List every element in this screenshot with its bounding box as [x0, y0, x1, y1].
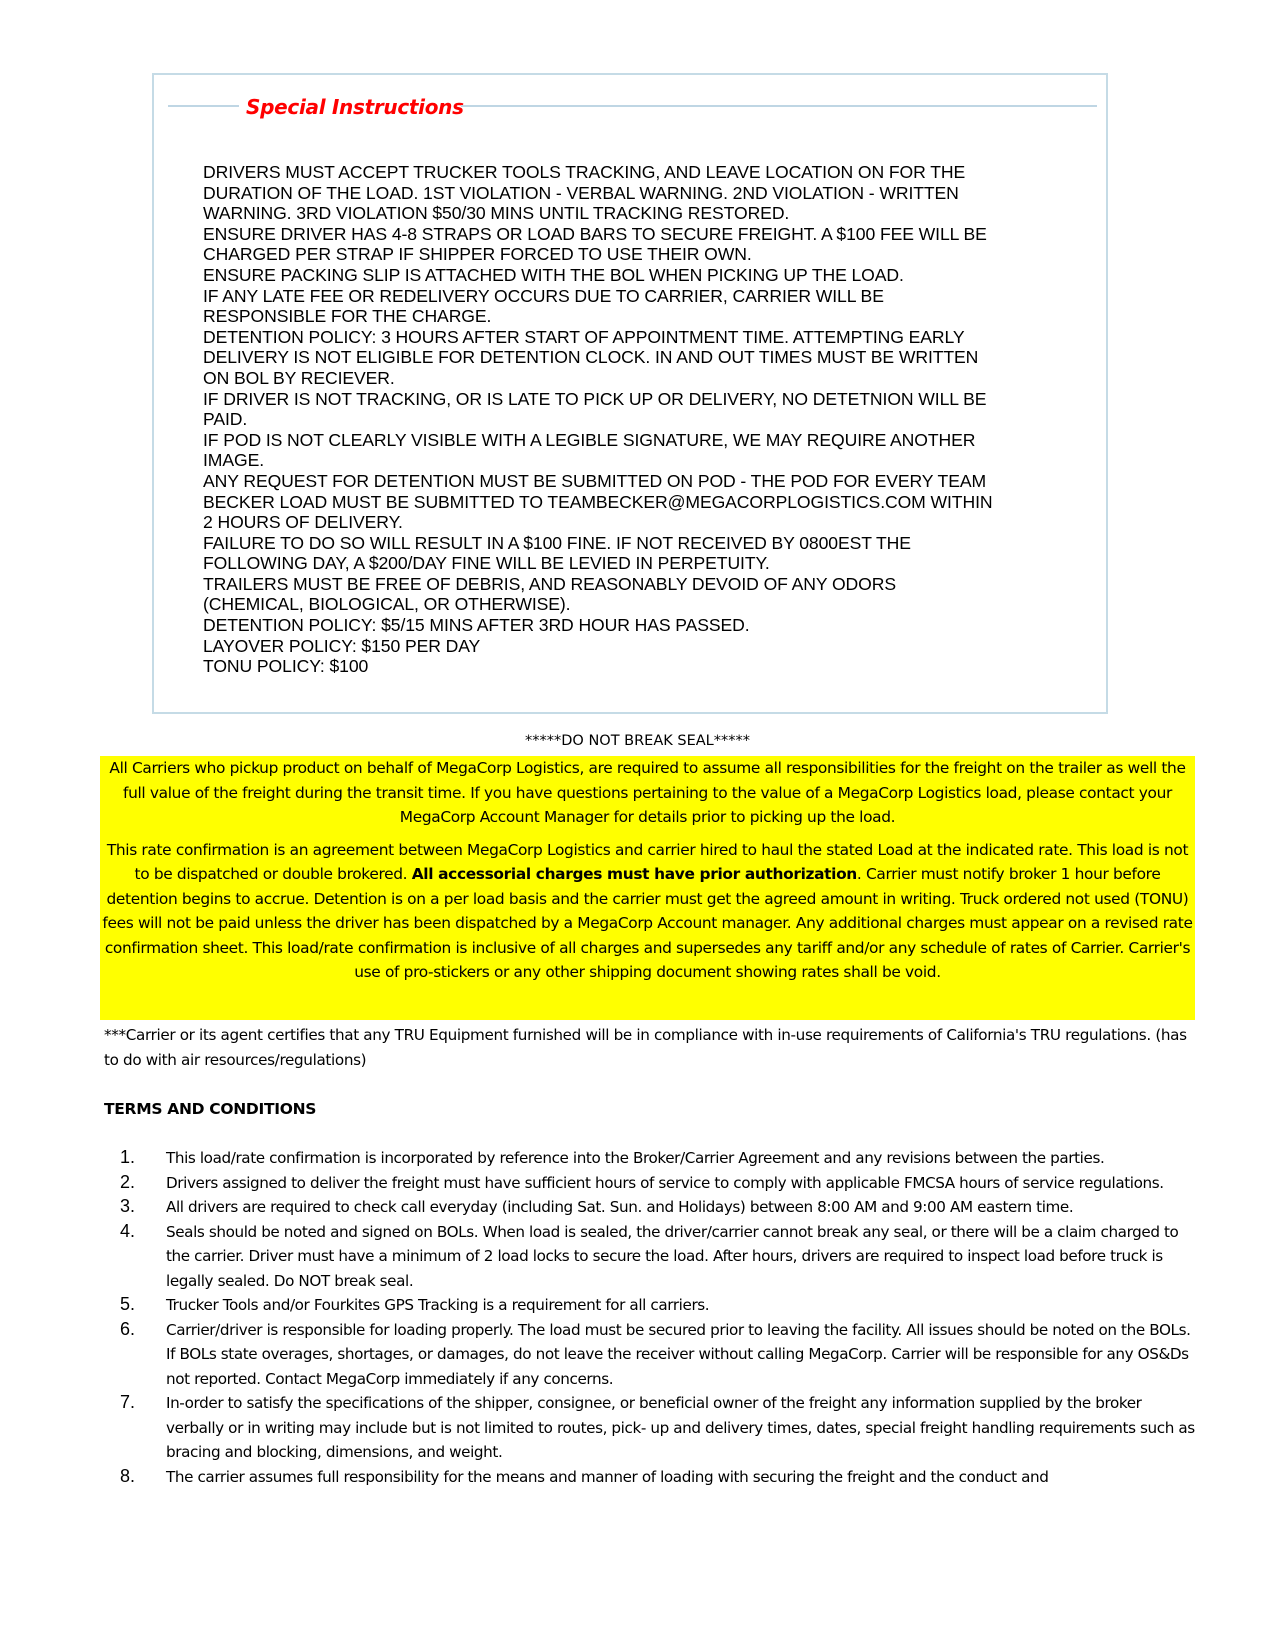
instruction-line: IF ANY LATE FEE OR REDELIVERY OCCURS DUE TO CARRIER, CARRIER WILL BE	[203, 285, 884, 306]
title-rule-left	[168, 105, 239, 107]
instruction-line: IMAGE.	[203, 450, 264, 471]
terms-heading: TERMS AND CONDITIONS	[104, 1100, 317, 1118]
terms-item-text: Seals should be noted and signed on BOLs. When load is sealed, the driver/carrier cannot break any seal, or there will be a claim charged to the carrier. Driver must have a minimum of 2 load locks to secure the load. After hours, drivers are required to inspect load before truck is legally sealed. Do NOT break seal.	[166, 1222, 1179, 1290]
terms-item-number: 3.	[120, 1196, 136, 1216]
instruction-line: FOLLOWING DAY, A $200/DAY FINE WILL BE LEVIED IN PERPETUITY.	[203, 553, 770, 574]
instruction-line: RESPONSIBLE FOR THE CHARGE.	[203, 306, 492, 327]
terms-item	[120, 1171, 1200, 1196]
rate-confirmation-text-start: This rate confirmation is an agreement between MegaCorp Logistics and carrier hired to haul the stated Load at the indicated rate. This load is not to be dispatched or double brokered.	[106, 840, 1189, 883]
carrier-responsibility-notice	[100, 756, 1195, 1020]
special-instructions-title: Special Instructions	[246, 95, 464, 119]
terms-item-text: Carrier/driver is responsible for loading properly. The load must be secured prior to leaving the facility. All issues should be noted on the BOLs. If BOLs state overages, shortages, or damages, do not leave the receiver without calling MegaCorp. Carrier will be responsible for any OS&Ds not reported. Contact MegaCorp immediately if any concerns.	[166, 1320, 1191, 1388]
terms-item-number: 8.	[120, 1465, 136, 1486]
rate-confirmation-paragraph	[100, 838, 1195, 985]
terms-item-text: In-order to satisfy the specifications of the shipper, consignee, or beneficial owner of the freight any information supplied by the broker verbally or in writing may include but is not limited to routes, pick- up and delivery times, dates, special freight handling requirements such as bracing and blocking, dimensions, and weight.	[166, 1394, 1195, 1461]
terms-item	[120, 1146, 1200, 1171]
tru-certification: ***Carrier or its agent certifies that any TRU Equipment furnished will be in compliance with in-use requirements of California's TRU regulations. (has to do with air resources/regulations)	[104, 1026, 1187, 1069]
terms-item-number: 7.	[120, 1392, 136, 1412]
instruction-line: 2 HOURS OF DELIVERY.	[203, 512, 403, 533]
terms-item-number: 4.	[120, 1220, 136, 1241]
instruction-line: DELIVERY IS NOT ELIGIBLE FOR DETENTION CLOCK. IN AND OUT TIMES MUST BE WRITTEN	[203, 347, 979, 368]
freight-responsibility-paragraph: All Carriers who pickup product on behalf of MegaCorp Logistics, are required to assume all responsibilities for the freight on the trailer as well the full value of the freight during the transit time. If you have questions pertaining to the value of a MegaCorp Logistics load, please contact your MegaCorp Account Manager for details prior to picking up the load.	[109, 759, 1186, 826]
terms-item-text: The carrier assumes full responsibility for the means and manner of loading with securing the freight and the conduct and	[166, 1467, 1049, 1486]
terms-item	[120, 1391, 1200, 1465]
instruction-line: BECKER LOAD MUST BE SUBMITTED TO TEAMBECKER@MEGACORPLOGISTICS.COM WITHIN	[203, 491, 993, 512]
instruction-line: ON BOL BY RECIEVER.	[203, 367, 395, 388]
terms-item	[120, 1465, 1200, 1490]
terms-item	[120, 1293, 1200, 1318]
terms-item-text: Drivers assigned to deliver the freight must have sufficient hours of service to comply with applicable FMCSA hours of service regulations.	[166, 1173, 1164, 1192]
terms-item	[120, 1195, 1200, 1220]
terms-item-number: 6.	[120, 1318, 136, 1339]
instruction-line: PAID.	[203, 409, 248, 430]
instruction-line: LAYOVER POLICY: $150 PER DAY	[203, 635, 481, 656]
terms-item-text: This load/rate confirmation is incorporated by reference into the Broker/Carrier Agreement and any revisions between the parties.	[166, 1149, 1105, 1167]
instruction-line: ENSURE PACKING SLIP IS ATTACHED WITH THE BOL WHEN PICKING UP THE LOAD.	[203, 264, 904, 285]
instruction-line: CHARGED PER STRAP IF SHIPPER FORCED TO USE THEIR OWN.	[203, 244, 752, 265]
instruction-line: DETENTION POLICY: 3 HOURS AFTER START OF APPOINTMENT TIME. ATTEMPTING EARLY	[203, 326, 965, 347]
terms-item-text: All drivers are required to check call everyday (including Sat. Sun. and Holidays) between 8:00 AM and 9:00 AM eastern time.	[166, 1198, 1074, 1216]
terms-item-number: 5.	[120, 1294, 136, 1314]
terms-list	[120, 1146, 1200, 1489]
instruction-line: (CHEMICAL, BIOLOGICAL, OR OTHERWISE).	[203, 594, 571, 615]
instruction-line: WARNING. 3RD VIOLATION $50/30 MINS UNTIL TRACKING RESTORED.	[203, 203, 790, 224]
instruction-line: DRIVERS MUST ACCEPT TRUCKER TOOLS TRACKING, AND LEAVE LOCATION ON FOR THE	[203, 162, 966, 182]
rate-confirmation-text-end: . Carrier must notify broker 1 hour before detention begins to accrue. Detention is on a per load basis and the carrier must get the agreed amount in writing. Truck ordered not used (TONU) fees will not be paid unless the driver has been dispatched by a MegaCorp Account manager. Any additional charges must appear on a revised rate confirmation sheet. This load/rate confirmation is inclusive of all charges and supersedes any tariff and/or any schedule of rates of Carrier. Carrier's use of pro-stickers or any other shipping document showing rates shall be void.	[102, 865, 1193, 981]
special-instructions-box	[152, 73, 1108, 714]
instruction-line: ENSURE DRIVER HAS 4-8 STRAPS OR LOAD BARS TO SECURE FREIGHT. A $100 FEE WILL BE	[203, 223, 987, 244]
seal-notice: *****DO NOT BREAK SEAL*****	[525, 733, 750, 749]
instruction-line: DURATION OF THE LOAD. 1ST VIOLATION - VERBAL WARNING. 2ND VIOLATION - WRITTEN	[203, 182, 959, 203]
accessorial-authorization-emphasis: All accessorial charges must have prior authorization	[411, 865, 857, 883]
terms-item	[120, 1220, 1200, 1294]
instruction-line: ANY REQUEST FOR DETENTION MUST BE SUBMITTED ON POD - THE POD FOR EVERY TEAM	[203, 470, 987, 491]
instruction-line: TRAILERS MUST BE FREE OF DEBRIS, AND REASONABLY DEVOID OF ANY ODORS	[203, 573, 896, 594]
terms-item-number: 1.	[120, 1147, 136, 1167]
instruction-line: IF DRIVER IS NOT TRACKING, OR IS LATE TO PICK UP OR DELIVERY, NO DETETNION WILL BE	[203, 388, 987, 409]
terms-item-number: 2.	[120, 1171, 136, 1192]
instruction-line: DETENTION POLICY: $5/15 MINS AFTER 3RD HOUR HAS PASSED.	[203, 615, 750, 636]
special-instructions-body	[203, 162, 1083, 677]
terms-item	[120, 1318, 1200, 1392]
terms-item-text: Trucker Tools and/or Fourkites GPS Tracking is a requirement for all carriers.	[166, 1296, 710, 1314]
instruction-line: IF POD IS NOT CLEARLY VISIBLE WITH A LEGIBLE SIGNATURE, WE MAY REQUIRE ANOTHER	[203, 429, 976, 450]
title-rule-right	[461, 105, 1097, 107]
instruction-line: TONU POLICY: $100	[203, 656, 369, 677]
instruction-line: FAILURE TO DO SO WILL RESULT IN A $100 FINE. IF NOT RECEIVED BY 0800EST THE	[203, 532, 911, 553]
